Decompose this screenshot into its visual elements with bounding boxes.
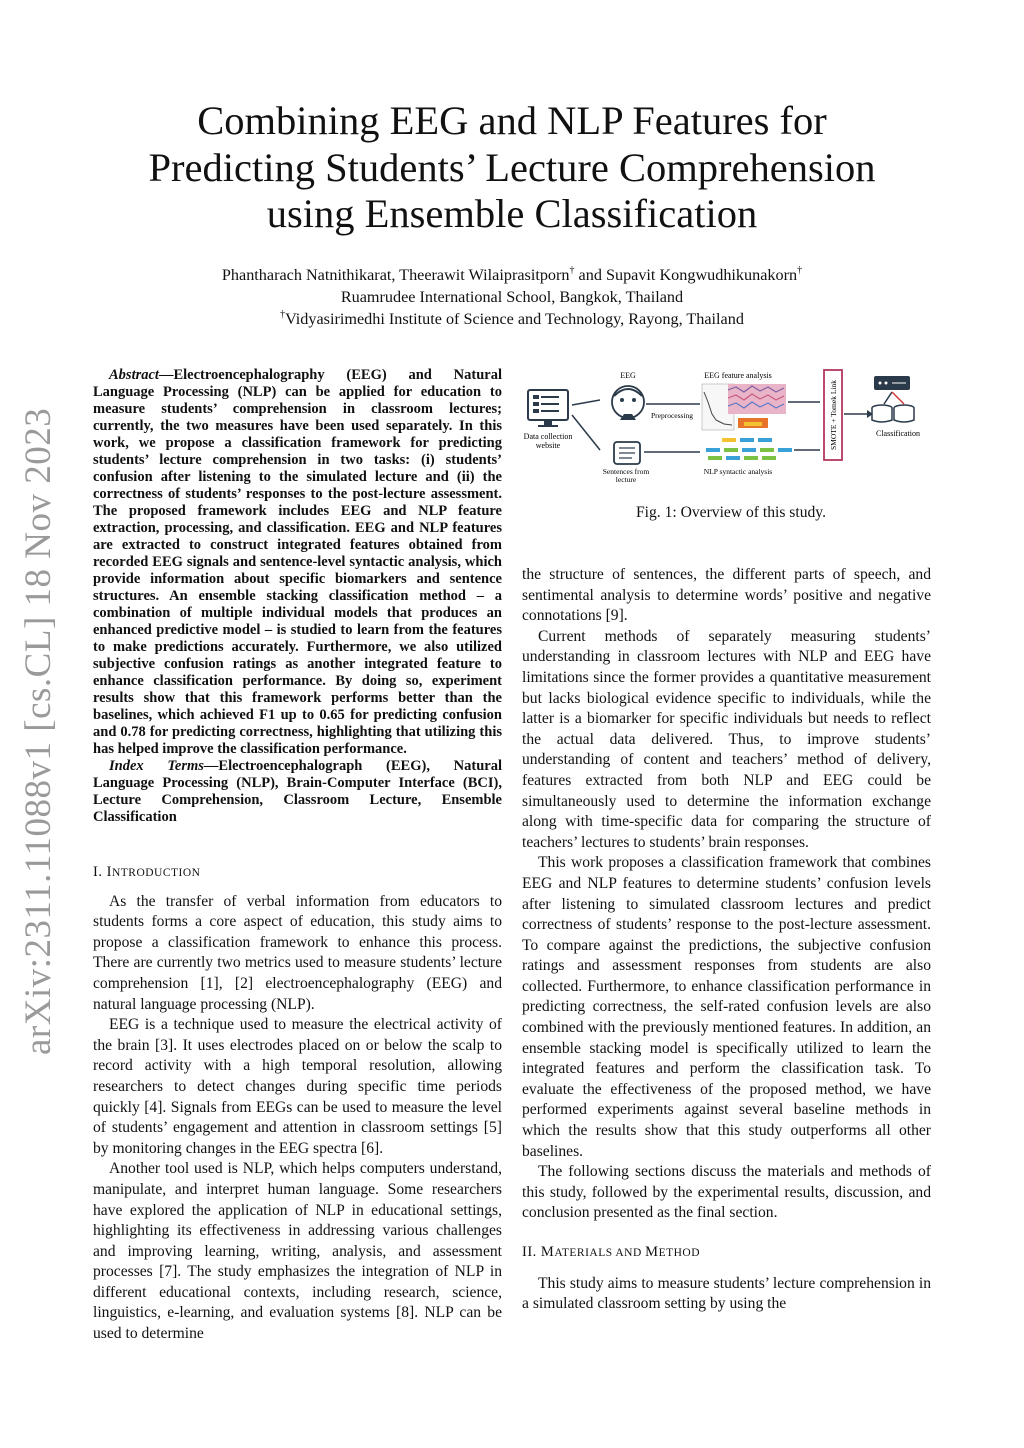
arxiv-identifier: arXiv:2311.11088v1 [cs.CL] 18 Nov 2023 xyxy=(18,407,59,1055)
affiliation-1: Ruamrudee International School, Bangkok, Thailand xyxy=(340,288,684,306)
nlp-syntax-tree xyxy=(706,438,792,460)
label-data-collection: Data collection xyxy=(523,432,573,441)
monitor-icon xyxy=(528,390,568,427)
label-smote: SMOTE + Tomek Link xyxy=(829,379,838,451)
right-column xyxy=(522,565,931,1315)
label-eeg-feature-analysis: EEG feature analysis xyxy=(704,371,772,380)
paragraph: As the transfer of verbal information from educators to students forms a core aspect of education, this study aims to propose a classification framework to enhance this process. There are currently two metrics used to measure students’ lecture comprehension [1], [2] electroencephalography (EEG) and natural language processing (NLP). xyxy=(93,892,502,1013)
author-names: Phantharach Natnithikarat, Theerawit Wilaiprasitporn† and Supavit Kongwudhikunakorn† xyxy=(221,265,803,284)
title-line: Predicting Students’ Lecture Comprehension xyxy=(148,144,876,190)
classification-icon xyxy=(872,376,914,422)
svg-text:website: website xyxy=(535,441,561,450)
paragraph: This work proposes a classification framework that combines EEG and NLP features to determine students’ confusion levels after listening to simulated classroom lectures and predict correctness of students’ response to the post-lecture assessment. To compare against the predictions, the subjective confusion ratings and assessment responses from students are also collected. Furthermore, to enhance classification performance in predicting correctness, the self-rated confusion levels are also combined with the previously mentioned features. In addition, an ensemble stacking model is specifically utilized to learn the integrated features and perform the classification task. To evaluate the effectiveness of the proposed method, we have performed experiments against several baseline methods in which the results show that this study outperforms all other baselines. xyxy=(522,854,931,1160)
abstract xyxy=(93,367,502,826)
paragraph: This study aims to measure students’ lecture comprehension in a simulated classroom setting by using the xyxy=(522,1274,931,1313)
eeg-head-icon xyxy=(612,386,644,420)
label-sentences: Sentences from xyxy=(602,467,650,476)
lecture-scroll-icon xyxy=(614,442,640,464)
figure-overview xyxy=(522,362,940,482)
index-terms-text: —Electroencephalograph (EEG), Natural Language Processing (NLP), Brain-Computer Interface (BCI), Lecture Comprehension, Classroom Lecture, Ensemble Classification xyxy=(93,758,503,825)
label-eeg: EEG xyxy=(620,371,636,380)
paragraph: Current methods of separately measuring students’ understanding in classroom lectures with NLP and EEG have limitations since the former provides a quantitative measurement but lacks biological evidence specific to individuals, while the latter is a biomarker for specific individuals but needs to reflect the actual data delivered. Thus, to improve students’ understanding of content and teachers’ method of delivery, features extracted from both NLP and EEG could be simultaneously used to determine the information exchange along with time-specific data for comparing the structure of teachers’ lectures to students’ brain responses. xyxy=(522,627,931,851)
label-preprocessing: Preprocessing xyxy=(650,411,694,420)
left-column xyxy=(93,862,502,1345)
paragraph: the structure of sentences, the different parts of speech, and sentimental analysis to determine words’ positive and negative connotations [9]. xyxy=(522,566,931,625)
paragraph: Another tool used is NLP, which helps computers understand, manipulate, and interpret human language. Some researchers have explored the application of NLP in educational settings, highlighting its effectiveness in addressing various challenges and improving learning, writing, analysis, and assessment processes [7]. The study emphasizes the integration of NLP in different educational contexts, including research, science, linguistics, e-learning, and evaluation systems [8]. NLP can be used to determine xyxy=(93,1160,502,1343)
section-heading-introduction: I. INTRODUCTION xyxy=(93,864,201,880)
title-line: Combining EEG and NLP Features for xyxy=(197,98,827,143)
overview-diagram xyxy=(522,362,940,482)
label-nlp-analysis: NLP syntactic analysis xyxy=(703,467,773,476)
svg-text:lecture: lecture xyxy=(615,475,637,482)
paragraph: EEG is a technique used to measure the electrical activity of the brain [3]. It uses electrodes placed on or below the scalp to record activity with a high temporal resolution, allowing researchers to detect changes during specific time periods quickly [4]. Signals from EEGs can be used to measure the level of students’ engagement and attention in classroom settings [5] by monitoring changes in the EEG spectra [6]. xyxy=(93,1016,502,1157)
section-heading-materials: II. MATERIALS AND METHOD xyxy=(522,1244,701,1260)
eeg-feature-plot xyxy=(702,384,786,430)
figure-caption: Fig. 1: Overview of this study. xyxy=(635,504,826,521)
abstract-label: Abstract xyxy=(109,367,159,383)
affiliation-2: †Vidyasirimedhi Institute of Science and Technology, Rayong, Thailand xyxy=(280,309,744,328)
title-line: using Ensemble Classification xyxy=(266,191,758,236)
label-classification: Classification xyxy=(876,429,920,438)
paragraph: The following sections discuss the materials and methods of this study, followed by the experimental results, discussion, and conclusion presented as the final section. xyxy=(522,1163,931,1222)
author-block xyxy=(100,264,924,330)
index-terms-label: Index Terms xyxy=(109,758,204,774)
abstract-text: —Electroencephalography (EEG) and Natural Language Processing (NLP) can be applied for education to measure students’ comprehension in classroom lectures; currently, the two measures have been used separately. In this work, we propose a classification framework for predicting students’ lecture comprehension in two tasks: (i) students’ confusion after listening to the simulated lecture and (ii) the correctness of students’ responses to the post-lecture assessment. The proposed framework includes EEG and NLP feature extraction, processing, and classification. EEG and NLP features are extracted to construct integrated features obtained from recorded EEG signals and sentence-level syntactic analysis, which provide information about specific biomarkers and sentence structures. An ensemble stacking classification method – a combination of multiple individual models that produces an enhanced predictive model – is studied to learn from the features to make predictions accurately. Furthermore, we also utilized subjective confusion ratings as another integrated feature to enhance classification performance. By doing so, experiment results show that this framework performs better than the baselines, which achieved F1 up to 0.65 for predicting confusion and 0.78 for predicting correctness, highlighting that utilizing this has helped improve the classification performance. xyxy=(93,367,502,757)
paper-title xyxy=(100,98,924,238)
